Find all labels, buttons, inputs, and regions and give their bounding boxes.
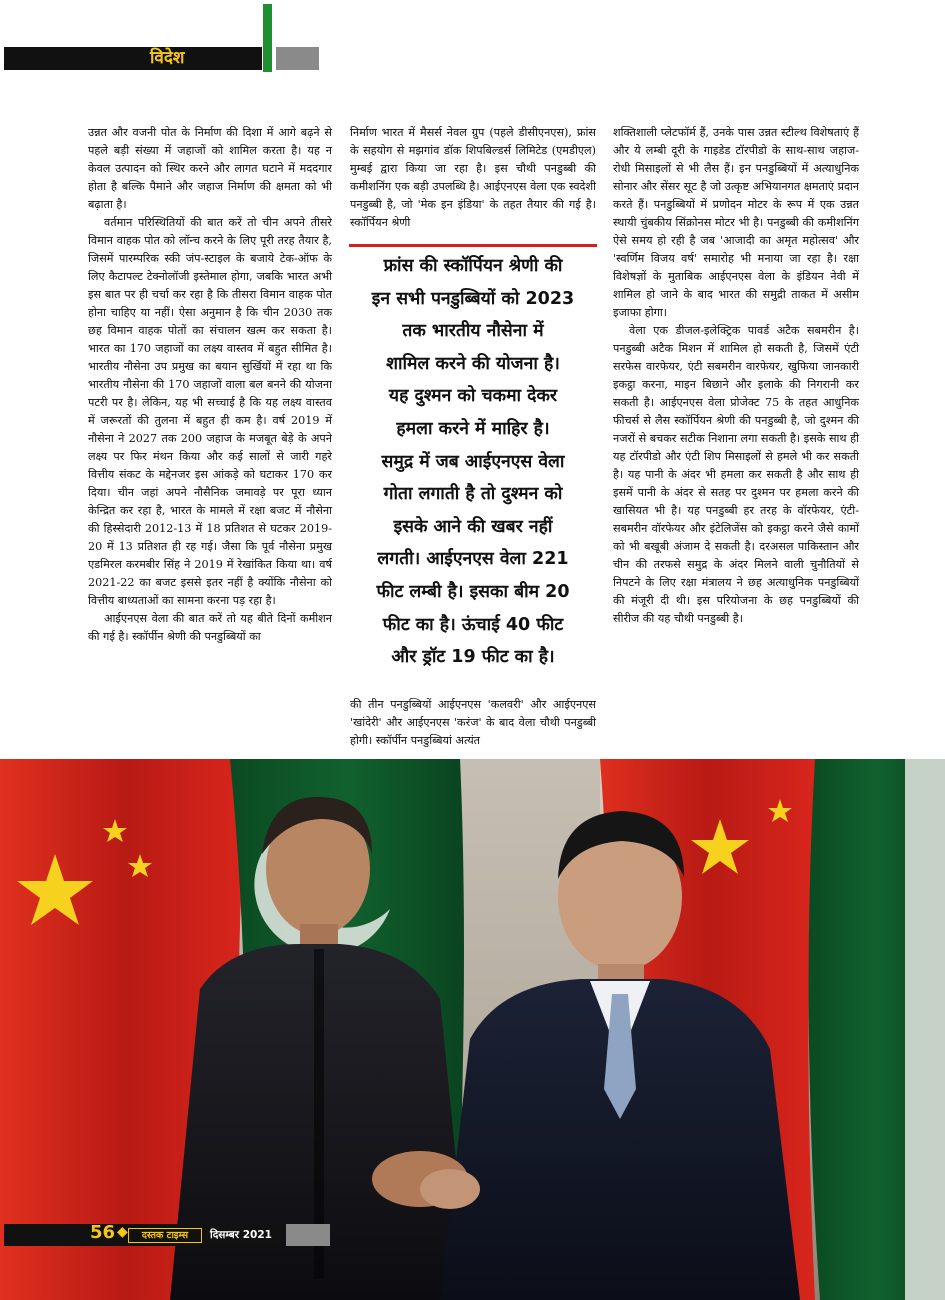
section-header-bar <box>4 47 262 70</box>
pull-quote <box>349 250 597 674</box>
pullquote-line: शामिल करने की योजना है। <box>386 353 560 374</box>
paragraph: शक्तिशाली प्लेटफॉर्म हैं, उनके पास उन्नत स्टील्थ विशेषताएं हैं और ये लम्बी दूरी के गाइडेड टॉरपीडो के साथ-साथ जहाज-रोधी मिसाइलों से भी लैस हैं। इन पनडुब्बियों में अत्याधुनिक सोनार और सेंसर सूट है जो उत्कृष्ट अभियानगत क्षमताएं प्रदान करते हैं। पनडुब्बियों में प्रणोदन मोटर के रूप में एक उन्नत स्थायी चुंबकीय सिंक्रोनस मोटर भी है। पनडुब्बी की कमीशनिंग ऐसे समय हो रही है जब 'आजादी का अमृत महोत्सव' और 'स्वर्णिम विजय वर्ष' समारोह भी मनाया जा रहा है। रक्षा विशेषज्ञों के मुताबिक आईएनएस वेला के इंडियन नेवी में शामिल हो जाने के बाद भारत की समुद्री ताकत में असीम इजाफा होगा। <box>613 126 859 319</box>
handshake-hand <box>420 1169 480 1209</box>
pullquote-line: हमला करने में माहिर है। <box>396 418 550 439</box>
paragraph: वर्तमान परिस्थितियों की बात करें तो चीन अपने तीसरे विमान वाहक पोत को लॉन्च करने के लिए पूरी तरह तैयार है, जिसमें पारम्परिक स्की जंप-स्टाइल के बजाये टेक-ऑफ के लिए कैटापल्ट टेक्नोलॉजी इस्तेमाल होगा, जबकि भारत अभी इस बात पर ही चर्चा कर रहा है कि तीसरा विमान वाहक पोत होना चाहिए या नहीं। ऐसा अनुमान है कि चीन 2030 तक छह विमान वाहक पोतों का संचालन खत्म कर सकता है। भारत का 170 जहाजों का लक्ष्य वास्तव में बहुत सीमित है। भारतीय नौसेना उप प्रमुख का बयान सुर्खियों में रहा था कि भारतीय नौसेना की 170 जहाजों वाला बल बनने की योजना पटरी पर है। लेकिन, यह भी सच्चाई है कि यह लक्ष्य वास्तव में जरूरतों की तुलना में बहुत ही कम है। वर्ष 2019 में नौसेना ने 2027 तक 200 जहाज के मजबूत बेड़े के अपने लक्ष्य पर फिर मंथन किया और कई सालों से जारी गहरे वित्तीय संकट के मद्देनजर इस आंकड़े को घटाकर 170 कर दिया। चीन जहां अपने नौसैनिक जमावड़े पर पूरा ध्यान केन्द्रित कर रहा है, भारत के मामले में रक्षा बजट में नौसेना की हिस्सेदारी 2012-13 में 18 प्रतिशत से घटकर 2019-20 में 13 प्रतिशत ही रह गई। जैसा कि पूर्व नौसेना प्रमुख एडमिरल करमबीर सिंह ने 2019 में रेखांकित किया था। वर्ष 2021-22 का बजट इससे इतर नहीं है क्योंकि नौसेना को वित्तीय बाध्यताओं का सामना करना पड़ रहा है। <box>88 216 332 607</box>
pullquote-line: तक भारतीय नौसेना में <box>402 321 544 342</box>
pullquote-line: इसके आने की खबर नहीं <box>393 516 553 537</box>
pullquote-line: यह दुश्मन को चकमा देकर <box>388 386 558 407</box>
flag-white-stripe <box>905 759 945 1300</box>
pullquote-line: गोता लगाती है तो दुश्मन को <box>383 484 563 505</box>
paragraph: वेला एक डीजल-इलेक्ट्रिक पावर्ड अटैक सबमरीन है। पनडुब्बी अटैक मिशन में शामिल हो सकती है, जिसमें एंटी सरफेस वारफेयर, एंटी सबमरीन वारफेयर, खुफिया जानकारी इकट्ठा करना, माइन बिछाने और इलाके की निगरानी कर सकती है। आईएनएस वेला प्रोजेक्ट 75 के तहत आधुनिक फीचर्स से लैस स्कॉर्पियन श्रेणी की पनडुब्बी है, जो दुश्मन की नजरों से बचकर सटीक निशाना लगा सकती है। इसके साथ ही यह टॉरपीडो और एंटी शिप मिसाइलों से हमले भी कर सकती है। यह पानी के अंदर भी हमला कर सकती है और साथ ही इसमें पानी के अंदर से सतह पर दुश्मन पर हमला करने की खासियत भी है। यह पनडुब्बी हर तरह के वॉरफेयर, एंटी-सबमरीन वॉरफेयर और इंटेलिजेंस को इकट्ठा करने जैसे कामों को भी बखूबी अंजाम दे सकती है। दरअसल पाकिस्तान और चीन की तरफसे समुद्र के अंदर मिलने वाली चुनौतियों से निपटने के लिए रक्षा मंत्रालय ने छह अत्याधुनिक पनडुब्बियों की मंजूरी दी थी। इस परियोजना के छह पनडुब्बियों की सीरीज की यह चौथी पनडुब्बी है। <box>613 324 859 625</box>
photo-handshake <box>0 759 945 1300</box>
bullet-icon: ◆ <box>117 1224 128 1240</box>
magazine-logo: दस्तक टाइम्स <box>128 1228 202 1243</box>
pullquote-line: लगती। आईएनएस वेला 221 <box>377 549 569 570</box>
photo-illustration <box>0 759 945 1300</box>
issue-date: दिसम्बर 2021 <box>210 1229 272 1241</box>
pullquote-line: इन सभी पनडुब्बियों को 2023 <box>371 288 575 309</box>
article-column-2-top <box>350 124 596 232</box>
pullquote-line: फीट लम्बी है। इसका बीम 20 <box>376 581 570 602</box>
pullquote-rule <box>349 244 597 247</box>
paragraph: निर्माण भारत में मैसर्स नेवल ग्रुप (पहले डीसीएनएस), फ्रांस के सहयोग से मझगांव डॉक शिपबिल्डर्स लिमिटेड (एमडीएल) मुम्बई द्वारा किया जा रहा है। इस चौथी पनडुब्बी की कमीशनिंग एक बड़ी उपलब्धि है। आईएनएस वेला एक स्वदेशी पनडुब्बी है, जो 'मेक इन इंडिया' के तहत तैयार की गई है। स्कॉर्पियन श्रेणी <box>350 126 596 229</box>
section-label: विदेश <box>150 48 185 68</box>
page-number: 56 <box>90 1222 116 1243</box>
article-column-1 <box>88 124 332 646</box>
pullquote-line: समुद्र में जब आईएनएस वेला <box>381 451 565 472</box>
paragraph: की तीन पनडुब्बियों आईएनएस 'कलवरी' और आईएनएस 'खांदेरी' और आईएनएस 'करंज' के बाद वेला चौथी पनडुब्बी होगी। स्कॉर्पीन पनडुब्बियां अत्यंत <box>350 698 596 747</box>
header-gray-block <box>276 47 319 70</box>
paragraph: उन्नत और वजनी पोत के निर्माण की दिशा में आगे बढ़ने से पहले बड़ी संख्या में जहाजों को शामिल करता है। यह न केवल उत्पादन को स्थिर करने और लागत घटाने में मददगार होता है बल्कि पैमाने और जहाज निर्माण की क्षमता को भी बढ़ाता है। <box>88 126 332 211</box>
paragraph: आईएनएस वेला की बात करें तो यह बीते दिनों कमीशन की गई है। स्कॉर्पीन श्रेणी की पनडुब्बियों का <box>88 612 332 643</box>
pullquote-line: फीट का है। ऊंचाई 40 फीट <box>382 614 564 635</box>
pullquote-line: फ्रांस की स्कॉर्पियन श्रेणी की <box>383 256 563 276</box>
article-column-2-bottom <box>350 696 596 750</box>
pullquote-line: और ड्रॉट 19 फीट का है। <box>391 647 555 668</box>
footer-gray-block <box>286 1224 330 1246</box>
article-column-3 <box>613 124 859 628</box>
header-green-accent <box>263 4 272 72</box>
